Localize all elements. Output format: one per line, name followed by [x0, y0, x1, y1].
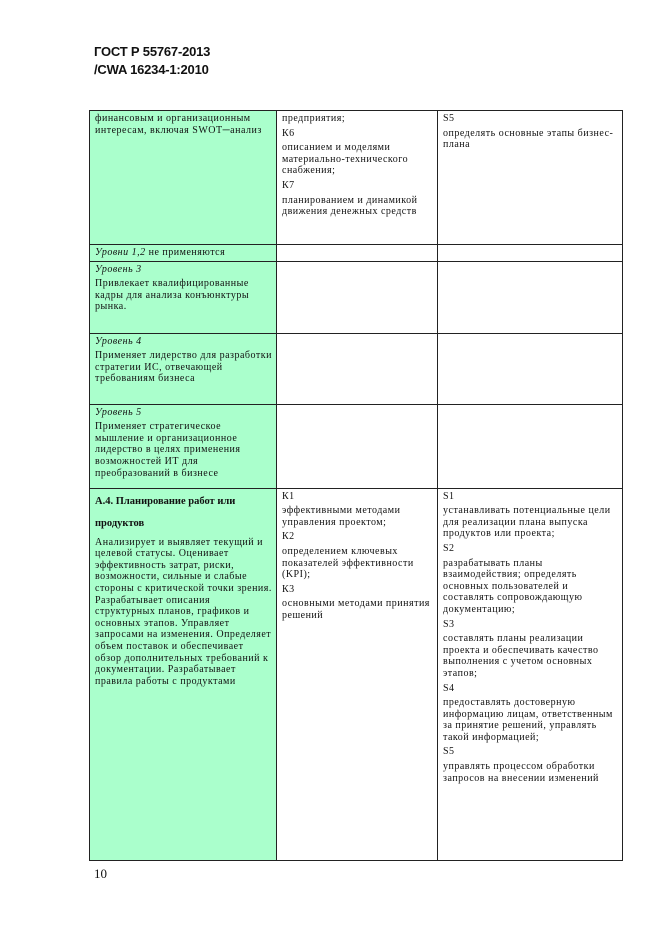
skill-code: S4: [443, 682, 455, 694]
document-code: ГОСТ Р 55767-2013: [94, 44, 211, 59]
knowledge-code: К2: [282, 531, 295, 543]
skills-cell: [438, 111, 623, 245]
skill-code: S5: [443, 113, 455, 124]
list-item: предприятия;: [282, 113, 346, 124]
list-item: описанием и моделями материально-технического снабжения;: [282, 142, 409, 177]
skill-code: S2: [443, 542, 455, 554]
empty-cell: [277, 404, 438, 488]
list-item: управлять процессом обработки запросов на внесении изменений: [443, 761, 599, 784]
table-row: [90, 261, 623, 333]
list-item: основными методами принятия решений: [282, 598, 430, 621]
level-label: Уровень 4: [95, 335, 142, 347]
level-cell: [90, 261, 277, 333]
list-item: устанавливать потенциальные цели для реализации плана выпуска продуктов или проекта;: [443, 505, 611, 540]
list-item: эффективными методами управления проектом;: [282, 505, 401, 528]
table-row: [90, 488, 623, 860]
level-cell: [90, 404, 277, 488]
cell-text: Применяет стратегическое мышление и организационное лидерство в целях применения возможностей ИТ для преобразований в бизнесе: [95, 421, 241, 479]
list-item: планированием и динамикой движения денежных средств: [282, 194, 418, 218]
cell-text: финансовым и организационным интересам, включая SWOT─анализ: [95, 113, 262, 136]
empty-cell: [277, 333, 438, 404]
cell-text: не применяются: [145, 247, 226, 258]
skills-cell: [438, 488, 623, 860]
knowledge-code: К3: [282, 583, 295, 595]
level-label: Уровень 3: [95, 263, 142, 275]
empty-cell: [438, 404, 623, 488]
knowledge-code: К6: [282, 127, 295, 139]
empty-cell: [438, 333, 623, 404]
competence-table: [89, 110, 623, 861]
list-item: определением ключевых показателей эффективности (KPI);: [282, 545, 414, 581]
document-code-cwa: /CWA 16234-1:2010: [94, 62, 209, 77]
levels-na-cell: [90, 245, 277, 262]
table-row: [90, 245, 623, 262]
empty-cell: [438, 261, 623, 333]
skill-code: S1: [443, 490, 455, 502]
cell-text: Привлекает квалифицированные кадры для анализа конъюнктуры рынка.: [95, 278, 250, 313]
list-item: определять основные этапы бизнес-плана: [443, 127, 614, 151]
page-number: 10: [94, 866, 107, 881]
table-row: [90, 111, 623, 245]
knowledge-cell: [277, 111, 438, 245]
skill-code: S5: [443, 746, 455, 758]
list-item: предоставлять достоверную информацию лицам, ответственным за принятие решений, управлять такой информацией;: [443, 697, 613, 743]
empty-cell: [277, 261, 438, 333]
knowledge-code: К1: [282, 490, 295, 502]
knowledge-code: К7: [282, 179, 295, 191]
list-item: составлять планы реализации проекта и обеспечивать качество выполнения с учетом основных этапов;: [443, 633, 599, 679]
skill-code: S3: [443, 618, 455, 630]
table-row: [90, 333, 623, 404]
empty-cell: [438, 245, 623, 262]
section-title: А.4. Планирование работ или продуктов: [95, 495, 236, 529]
cell-text: Применяет лидерство для разработки стратегии ИС, отвечающей требованиям бизнеса: [95, 350, 272, 385]
list-item: разрабатывать планы взаимодействия; определять основных пользователей и составлять сопровождающую документацию;: [443, 557, 583, 615]
dimension-cell: [90, 111, 277, 245]
level-label: Уровень 5: [95, 406, 142, 418]
knowledge-cell: [277, 488, 438, 860]
level-cell: [90, 333, 277, 404]
empty-cell: [277, 245, 438, 262]
level-label: Уровни 1,2: [95, 247, 146, 258]
table-row: [90, 404, 623, 488]
cell-text: Анализирует и выявляет текущий и целевой статусы. Оценивает эффективность затрат, риски, возможности, сильные и слабые стороны с критической точки зрения. Разрабатывает описания структурных планов, графиков и основных этапов. Управляет запросами на изменения. Определяет объем поставок и обеспечивает обзор дополнительных требований к документации. Разрабатывает правила работы с продуктами: [95, 536, 272, 687]
section-cell: [90, 488, 277, 860]
